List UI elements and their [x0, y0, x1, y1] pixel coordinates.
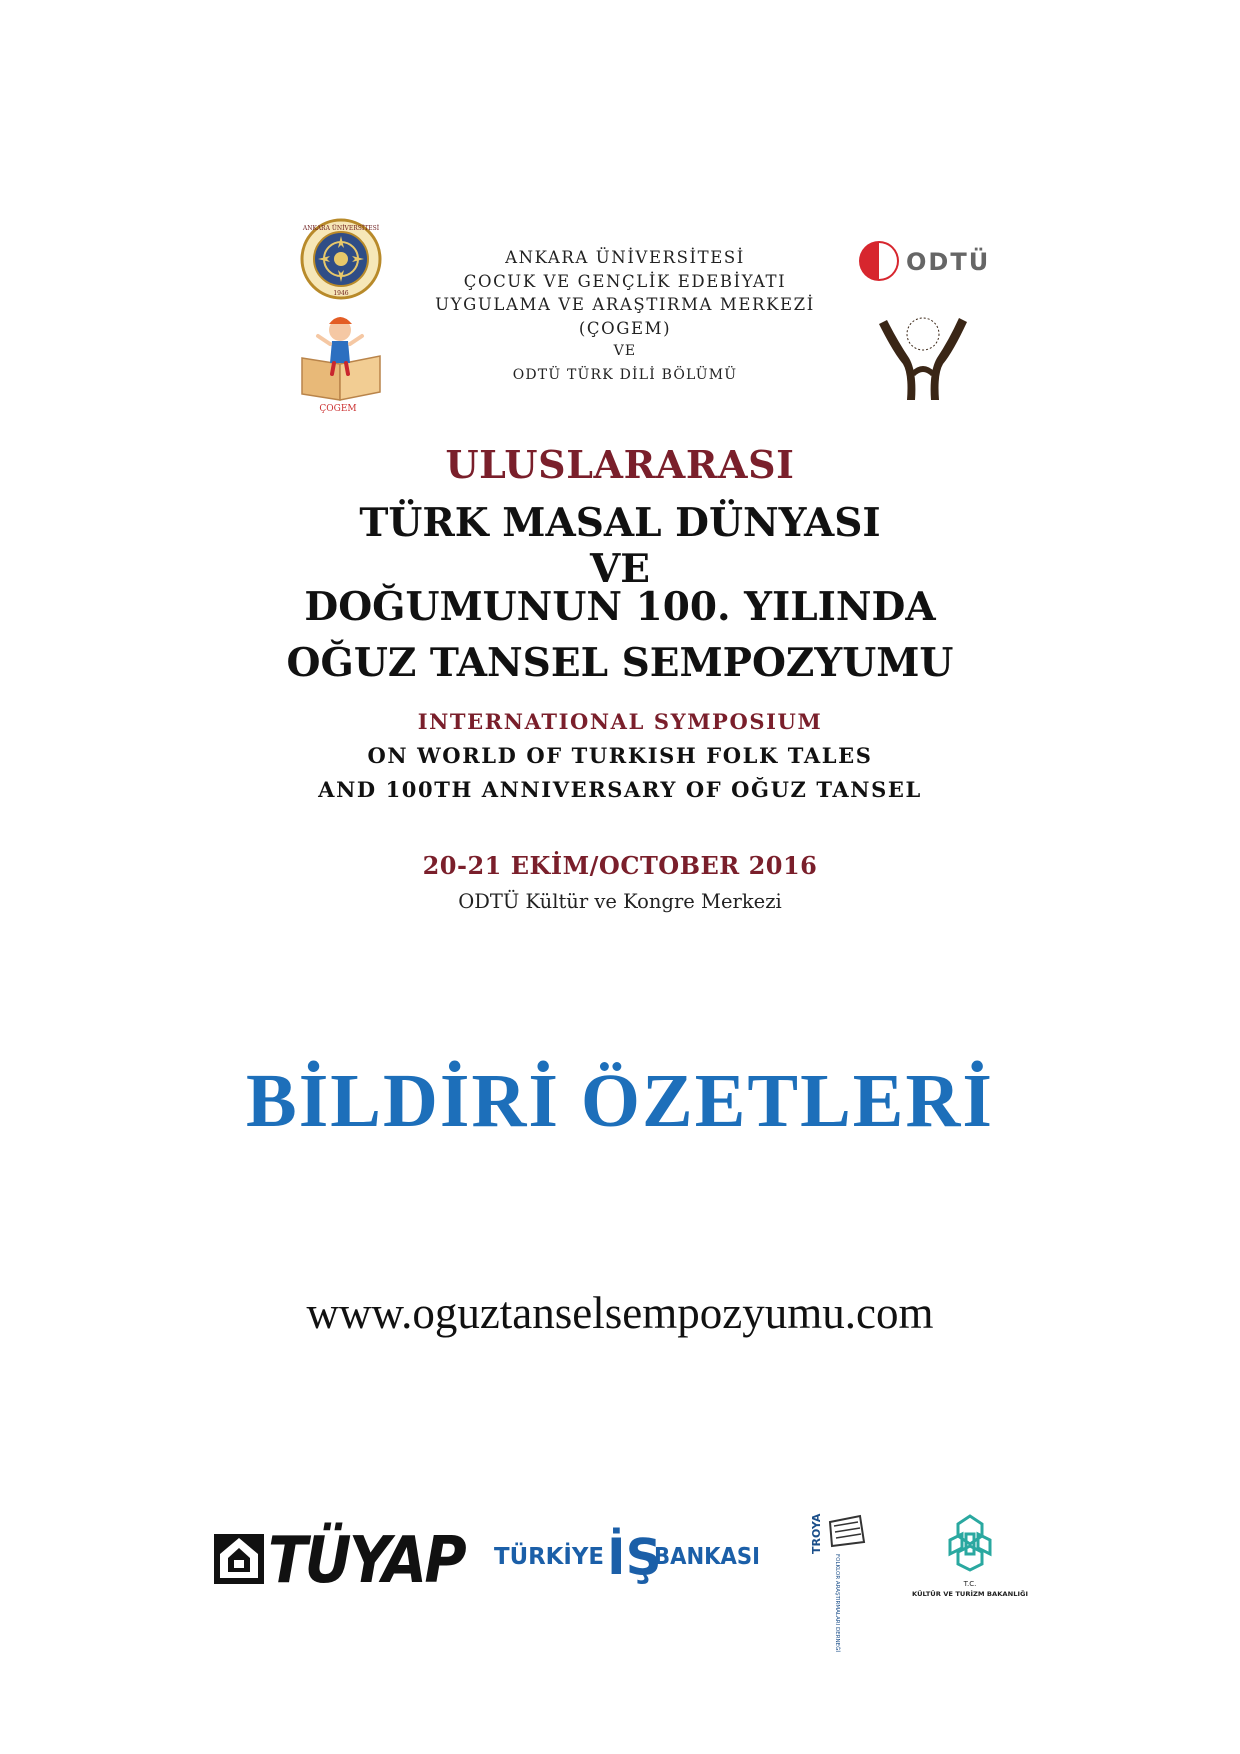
- kultur-name-text: KÜLTÜR VE TURİZM BAKANLIĞI: [912, 1590, 1025, 1598]
- organizer-line-1: ANKARA ÜNİVERSİTESİ: [505, 248, 745, 267]
- culture-ministry-logo: [910, 1514, 1030, 1604]
- development-foundation-logo: [873, 312, 973, 404]
- organizer-line-3: UYGULAMA VE ARAŞTIRMA MERKEZİ: [435, 295, 815, 315]
- isbank-text-left: TÜRKİYE: [494, 1544, 605, 1570]
- folklor-logo-text: FOLKLOR ARAŞTIRMALARI DERNEĞİ: [834, 1554, 840, 1653]
- english-title-line-3: AND 100TH ANNIVERSARY OF OĞUZ TANSEL: [318, 777, 922, 802]
- troya-logo-text: TROYA: [810, 1513, 823, 1554]
- odtu-logo-text: ODTÜ: [906, 248, 991, 276]
- ankara-seal-year: 1946: [333, 290, 349, 297]
- website-link[interactable]: www.oguztanselsempozyumu.com: [306, 1288, 934, 1338]
- tuyap-logo-text: TÜYAP: [268, 1524, 486, 1598]
- tuyap-logo: [212, 1520, 486, 1598]
- english-title-line-2: ON WORLD OF TURKISH FOLK TALES: [367, 743, 873, 768]
- event-venue: ODTÜ Kültür ve Kongre Merkezi: [458, 890, 782, 913]
- title-line-2: VE: [590, 546, 650, 592]
- ankara-seal-text: ANKARA ÜNİVERSİTESİ: [302, 225, 380, 232]
- cogem-logo: [296, 308, 386, 413]
- cogem-logo-text: ÇOGEM: [319, 404, 357, 414]
- isbank-mark: İŞ: [607, 1528, 662, 1586]
- organizer-line-2: ÇOCUK VE GENÇLİK EDEBİYATI: [463, 271, 787, 291]
- organizer-line-6: ODTÜ TÜRK DİLİ BÖLÜMÜ: [512, 366, 738, 383]
- ankara-university-seal-logo: [300, 218, 382, 300]
- event-date: 20-21 EKİM/OCTOBER 2016: [422, 851, 818, 880]
- organizer-line-5: VE: [613, 343, 637, 360]
- title-line-4: OĞUZ TANSEL SEMPOZYUMU: [286, 640, 954, 686]
- title-line-1: TÜRK MASAL DÜNYASI: [359, 500, 881, 546]
- organizer-line-4: (ÇOGEM): [578, 318, 672, 338]
- abstracts-heading: BİLDİRİ ÖZETLERİ: [246, 1059, 994, 1143]
- isbank-logo: [494, 1516, 764, 1592]
- kultur-tc-text: T.C.: [963, 1580, 977, 1588]
- isbank-text-right: BANKASI: [654, 1544, 760, 1570]
- odtu-logo: [858, 238, 991, 284]
- english-title-line-1: INTERNATIONAL SYMPOSIUM: [417, 709, 823, 734]
- title-uluslararasi: ULUSLARARASI: [445, 442, 795, 487]
- title-line-3: DOĞUMUNUN 100. YILINDA: [304, 584, 936, 630]
- organizer-block: [400, 246, 850, 388]
- troya-folklor-logo: [810, 1512, 870, 1653]
